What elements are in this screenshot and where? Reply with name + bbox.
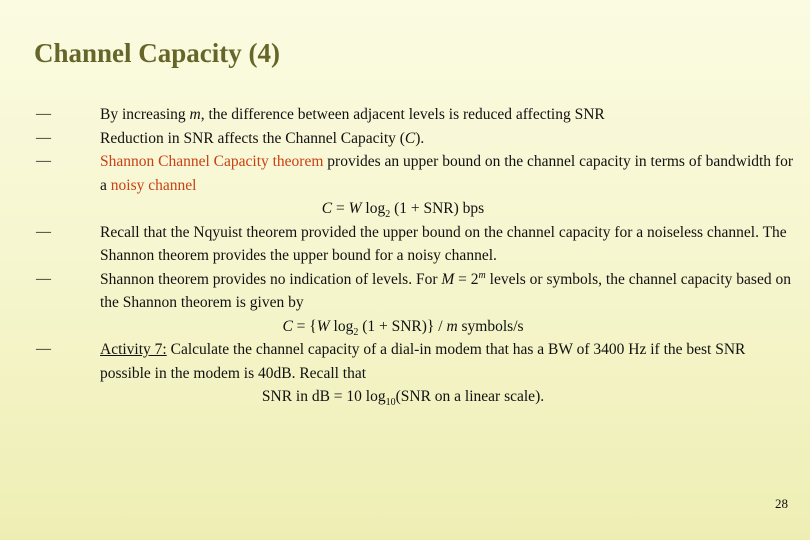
bullet-dash: — [36,106,51,122]
formula-symbol-rate [100,315,796,339]
highlighted-term: noisy channel [110,176,197,194]
subscript: 2 [353,326,359,338]
text-run: log [329,317,354,335]
text-run: , the difference between adjacent levels is reduced affecting SNR [200,106,605,123]
slide-title: Channel Capacity (4) [34,38,281,68]
bullet-text [100,268,796,315]
text-run: Shannon theorem provides no indication of levels. For [100,270,442,288]
bullet-dash: — [36,341,51,357]
activity-label: Activity 7: [100,341,167,358]
text-run: Calculate the channel capacity of a dial-in modem that has a BW of 3400 Hz if the best SNR possible in the modem is 40dB. Recall that [100,341,746,382]
page-number: 28 [775,496,788,511]
text-run: (SNR on a linear scale). [395,388,545,405]
formula-shannon [100,197,796,221]
text-run: levels or symbols, the channel capacity based on the Shannon theorem is given by [100,270,791,311]
subscript: 10 [385,397,396,409]
formula-snr-db [100,385,796,409]
formula-line [36,315,796,339]
highlighted-term: Shannon Channel Capacity theorem [100,153,324,170]
variable-m: m [446,317,458,335]
text-run: By increasing [100,106,190,123]
variable-w: W [348,200,362,217]
variable-w: W [316,317,330,335]
variable-c: C [321,200,333,217]
bullet-list [36,103,796,409]
text-run: = [332,200,349,217]
bullet-item [36,150,796,197]
text-run: (1 + SNR) bps [390,200,485,217]
bullet-text [100,150,796,197]
bullet-dash: — [36,153,51,169]
text-run: provides an upper bound on the channel capacity in terms of bandwidth for a [100,153,794,194]
bullet-dash: — [36,223,51,240]
text-run: log [361,200,386,217]
text-run: SNR in dB = 10 log [261,388,386,405]
bullet-text [100,127,796,151]
bullet-item [36,103,796,127]
bullet-item [36,127,796,151]
variable-c: C [282,317,293,335]
text-run: ). [415,129,425,147]
text-run: = { [292,317,317,335]
superscript: m [478,269,486,281]
formula-line [36,197,796,221]
bullet-item [36,221,796,268]
bullet-text: Recall that the Nqyuist theorem provided the upper bound on the channel capacity for a noiseless channel. The Shannon theorem provides the upper bound for a noisy channel. [100,223,787,264]
variable-M: M [441,270,455,288]
bullet-text [100,338,796,385]
bullet-dash: — [36,129,51,146]
variable-c: C [404,129,416,147]
bullet-dash: — [36,270,51,287]
bullet-item [36,338,796,385]
text-run: (1 + SNR)} / [358,317,447,335]
subscript: 2 [385,209,391,221]
text-run: symbols/s [457,317,524,335]
variable-m: m [189,106,201,123]
text-run: Reduction in SNR affects the Channel Capacity ( [100,129,405,147]
formula-line [36,385,796,409]
bullet-item [36,268,796,315]
text-run: = 2 [454,270,479,288]
bullet-text [100,103,796,127]
